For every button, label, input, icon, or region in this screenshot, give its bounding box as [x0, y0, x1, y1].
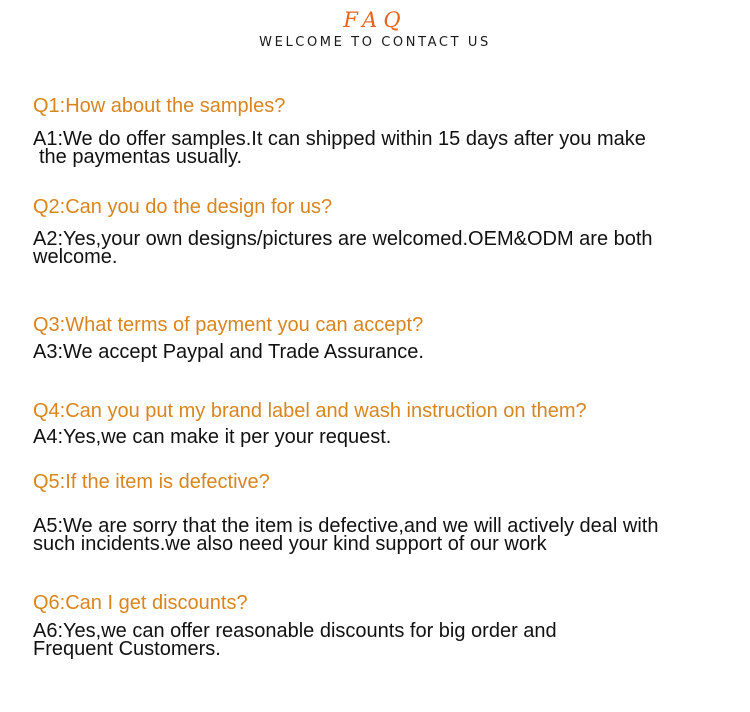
answer-5-line-2: such incidents.we also need your kind support of our work	[33, 533, 547, 555]
answer-5-line-1: A5:We are sorry that the item is defective,and we will actively deal with	[33, 515, 659, 537]
answer-6-line-1: A6:Yes,we can offer reasonable discounts for big order and	[33, 620, 557, 642]
answer-1	[33, 130, 733, 166]
question-1: Q1:How about the samples?	[33, 95, 286, 117]
answer-6	[33, 622, 733, 658]
answer-6-line-2: Frequent Customers.	[33, 638, 221, 660]
question-6: Q6:Can I get discounts?	[33, 592, 248, 614]
answer-4-line-1: A4:Yes,we can make it per your request.	[33, 426, 392, 448]
page-title: FAQ	[343, 8, 407, 32]
answer-4	[33, 428, 733, 446]
question-4: Q4:Can you put my brand label and wash instruction on them?	[33, 400, 587, 422]
answer-2	[33, 230, 733, 266]
question-2: Q2:Can you do the design for us?	[33, 196, 333, 218]
answer-1-line-1: A1:We do offer samples.It can shipped within 15 days after you make	[33, 128, 646, 150]
answer-3	[33, 343, 733, 361]
answer-1-line-2: the paymentas usually.	[39, 146, 243, 168]
page-subtitle: WELCOME TO CONTACT US	[259, 35, 491, 50]
answer-3-line-1: A3:We accept Paypal and Trade Assurance.	[33, 341, 424, 363]
answer-2-line-2: welcome.	[33, 246, 118, 268]
question-3: Q3:What terms of payment you can accept?	[33, 314, 424, 336]
question-5: Q5:If the item is defective?	[33, 471, 270, 493]
answer-5	[33, 517, 733, 553]
answer-2-line-1: A2:Yes,your own designs/pictures are welcomed.OEM&ODM are both	[33, 228, 653, 250]
